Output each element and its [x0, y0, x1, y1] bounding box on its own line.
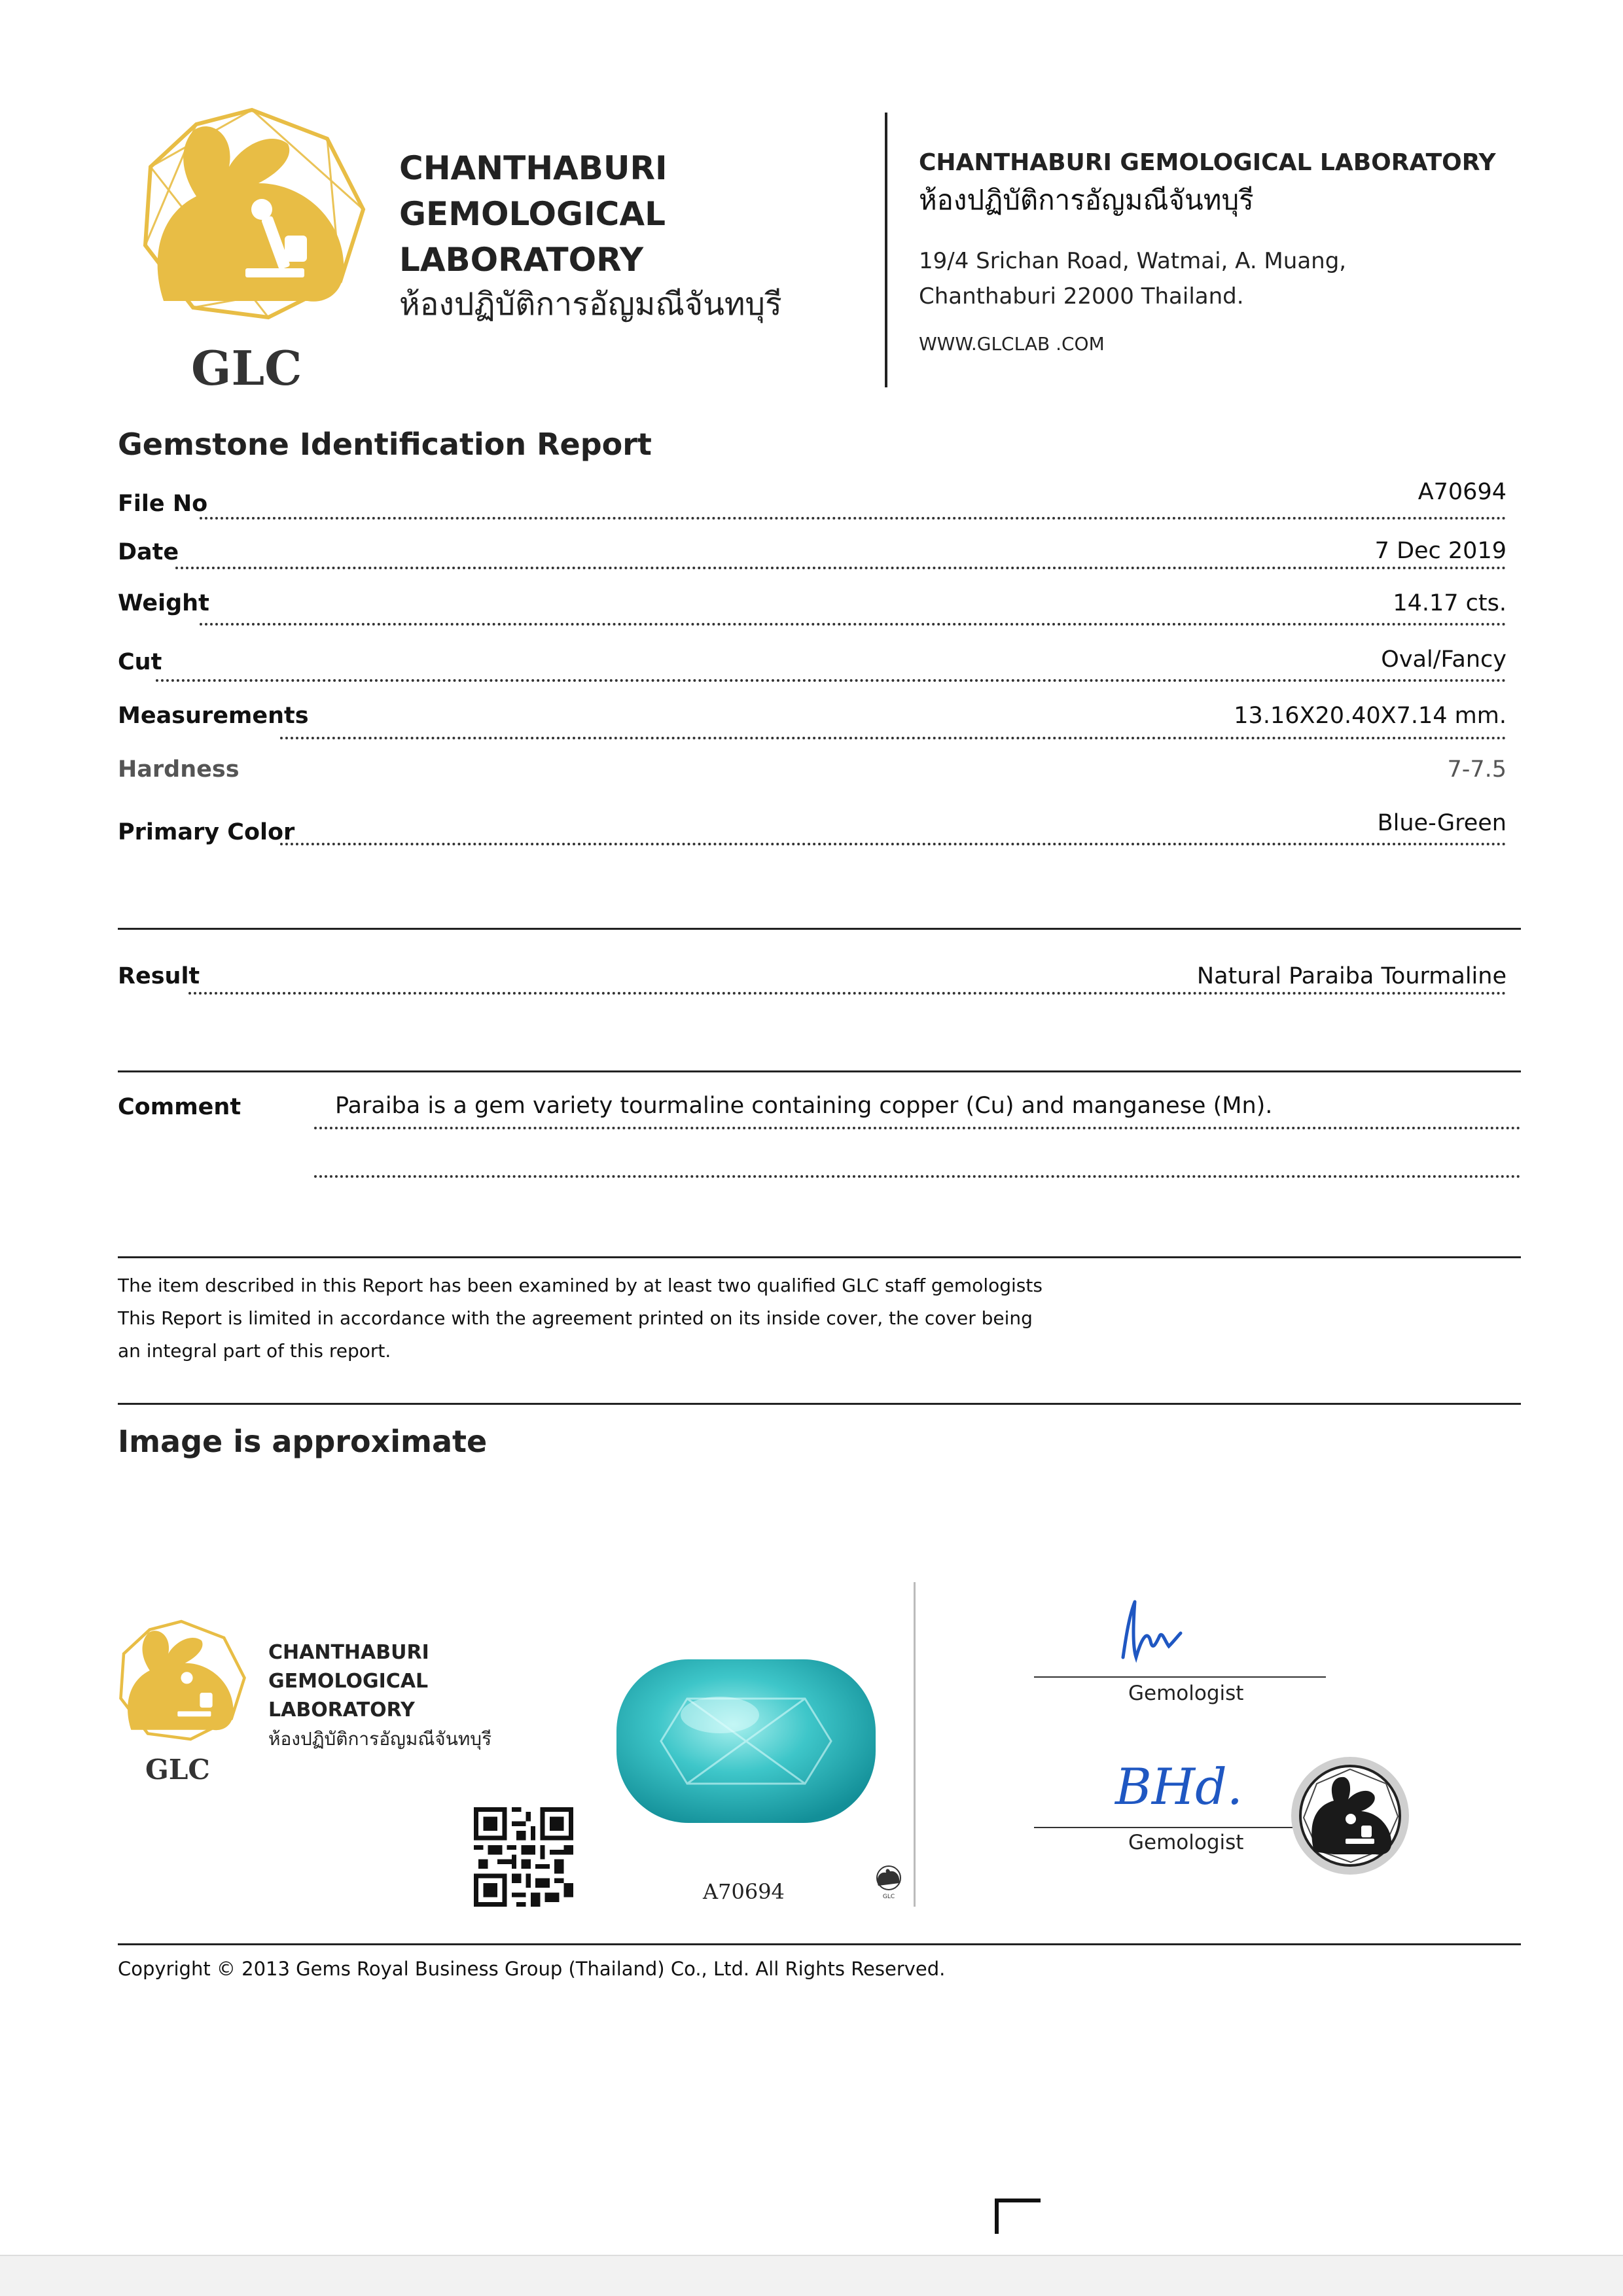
field-label: Hardness [118, 756, 240, 783]
logo-glc-text: GLC [191, 340, 302, 396]
field-value: Blue-Green [1377, 810, 1507, 836]
lab-seal [1288, 1754, 1412, 1878]
field-value: 13.16X20.40X7.14 mm. [1234, 703, 1507, 729]
divider-above-comment [118, 1070, 1521, 1072]
field-row-cut [118, 641, 1507, 683]
field-row-file-no [118, 476, 1507, 518]
card-name-line-1: CHANTHABURI [268, 1641, 429, 1664]
comment-label: Comment [118, 1094, 241, 1120]
field-value: Oval/Fancy [1381, 646, 1507, 673]
card-name-line-2: GEMOLOGICAL [268, 1670, 429, 1693]
header-divider [885, 113, 887, 387]
lab-logo [131, 105, 373, 396]
divider-above-result [118, 928, 1521, 930]
card-divider [914, 1582, 916, 1907]
lab-name-block [399, 145, 782, 327]
card-name-thai: ห้องปฏิบัติการอัญมณีจันทบุรี [268, 1728, 492, 1750]
divider-above-image [118, 1403, 1521, 1405]
card-glc-text: GLC [145, 1754, 210, 1786]
glc-mini-logo-icon [872, 1865, 906, 1891]
field-row-primary-color [118, 806, 1507, 848]
field-dots [200, 623, 1507, 626]
field-label: Cut [118, 649, 162, 675]
header-lab-title-thai: ห้องปฏิบัติการอัญมณีจันทบุรี [919, 184, 1254, 216]
field-row-hardness [118, 751, 1507, 793]
result-label: Result [118, 963, 200, 989]
small-glc-stamp [872, 1865, 906, 1901]
divider-above-disclaimer [118, 1256, 1521, 1258]
signature-1 [1034, 1595, 1329, 1713]
signature-line-2 [1034, 1827, 1326, 1828]
comment-dots-1 [314, 1127, 1521, 1129]
header-lab-title: CHANTHABURI GEMOLOGICAL LABORATORY [919, 149, 1496, 176]
divider-above-copyright [118, 1943, 1521, 1945]
header-contact [919, 149, 1496, 355]
qr-code-icon [474, 1807, 573, 1907]
lab-name-thai: ห้องปฏิบัติการอัญมณีจันทบุรี [399, 286, 782, 323]
field-row-date [118, 530, 1507, 572]
field-label: Primary Color [118, 819, 295, 845]
report-title: Gemstone Identification Report [118, 427, 652, 462]
field-dots [280, 737, 1507, 739]
small-stamp-text: GLC [882, 1894, 895, 1900]
lab-name-line-2: GEMOLOGICAL [399, 195, 666, 233]
qr-code[interactable] [474, 1807, 573, 1907]
result-row [118, 955, 1507, 997]
card-lab-name [268, 1638, 491, 1754]
disclaimer-line-2: This Report is limited in accordance with the agreement printed on its inside cover, the cover being [118, 1307, 1033, 1329]
signature-2 [1034, 1757, 1329, 1862]
rabbit-microscope-icon [113, 1616, 250, 1747]
comment-text: Paraiba is a gem variety tourmaline containing copper (Cu) and manganese (Mn). [335, 1093, 1273, 1119]
lab-name-line-1: CHANTHABURI [399, 149, 668, 187]
scan-edge-band [0, 2255, 1623, 2296]
website-link[interactable]: WWW.GLCLAB .COM [919, 333, 1105, 355]
signature-mark-2: BHd. [1115, 1757, 1243, 1816]
field-label: Date [118, 539, 179, 565]
disclaimer-line-3: an integral part of this report. [118, 1340, 391, 1362]
field-label: Measurements [118, 703, 309, 729]
result-value: Natural Paraiba Tourmaline [1196, 963, 1507, 989]
field-value: A70694 [1418, 479, 1507, 505]
disclaimer [118, 1269, 1043, 1368]
field-dots [280, 843, 1507, 845]
address-line-2: Chanthaburi 22000 Thailand. [919, 283, 1244, 309]
field-row-measurements [118, 698, 1507, 739]
field-dots [156, 679, 1507, 682]
gemstone-photo [609, 1653, 883, 1829]
disclaimer-line-1: The item described in this Report has been examined by at least two qualified GLC staff gemologists [118, 1275, 1043, 1296]
field-value: 7 Dec 2019 [1374, 538, 1507, 564]
image-heading: Image is approximate [118, 1424, 488, 1459]
address-line-1: 19/4 Srichan Road, Watmai, A. Muang, [919, 248, 1347, 274]
field-value: 7-7.5 [1447, 756, 1507, 783]
stone-id: A70694 [703, 1879, 785, 1904]
field-dots [200, 517, 1507, 520]
lab-name-line-3: LABORATORY [399, 241, 644, 279]
gemstone-icon [609, 1653, 883, 1829]
seal-stamp-icon [1288, 1754, 1412, 1878]
field-row-weight [118, 582, 1507, 624]
signature-line-1 [1034, 1676, 1326, 1678]
field-label: Weight [118, 590, 209, 616]
field-value: 14.17 cts. [1393, 590, 1507, 616]
card-logo [113, 1616, 257, 1793]
field-dots [175, 567, 1507, 569]
crop-mark [995, 2199, 1041, 2234]
signature-role-2: Gemologist [1128, 1831, 1244, 1854]
rabbit-microscope-icon [131, 105, 373, 327]
copyright: Copyright © 2013 Gems Royal Business Group (Thailand) Co., Ltd. All Rights Reserved. [118, 1958, 946, 1980]
field-label: File No [118, 491, 208, 517]
result-dots [188, 992, 1507, 995]
card-name-line-3: LABORATORY [268, 1699, 415, 1722]
signature-role-1: Gemologist [1128, 1682, 1244, 1705]
comment-dots-2 [314, 1175, 1521, 1178]
